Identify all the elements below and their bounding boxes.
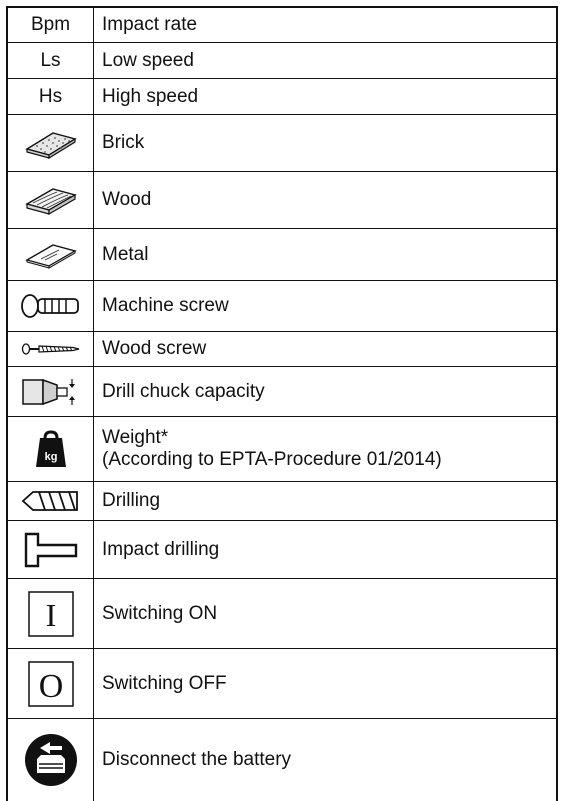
- label-high-speed: High speed: [102, 85, 199, 107]
- table-row: [8, 8, 556, 43]
- table-row: [8, 482, 556, 521]
- table-row: [8, 579, 556, 649]
- label-metal: Metal: [102, 243, 149, 265]
- label-switching-off: Switching OFF: [102, 672, 227, 694]
- label-weight-note: (According to EPTA-Procedure 01/2014): [102, 449, 442, 470]
- hammer-icon: [8, 521, 94, 578]
- brick-icon: [8, 115, 94, 171]
- table-row: [8, 115, 556, 172]
- weight-icon: [8, 417, 94, 481]
- wood-icon: [8, 172, 94, 228]
- table-row: [8, 367, 556, 417]
- label-drill-chuck-capacity: Drill chuck capacity: [102, 380, 265, 402]
- label-wood: Wood: [102, 189, 152, 210]
- symbol-legend-table: [6, 6, 558, 801]
- label-brick: Brick: [102, 132, 145, 153]
- table-row: [8, 332, 556, 367]
- switch-on-icon: [8, 579, 94, 648]
- metal-icon: [8, 229, 94, 280]
- table-row: [8, 229, 556, 281]
- drill-bit-icon: [8, 482, 94, 520]
- wood-screw-icon: [8, 332, 94, 366]
- table-row: [8, 417, 556, 482]
- drill-chuck-icon: [8, 367, 94, 416]
- weight-description: [94, 417, 556, 481]
- label-drilling: Drilling: [102, 490, 161, 511]
- table-row: [8, 79, 556, 115]
- table-row: [8, 172, 556, 229]
- table-row: [8, 281, 556, 332]
- switch-off-symbol: O: [38, 667, 63, 705]
- label-machine-screw: Machine screw: [102, 295, 229, 316]
- machine-screw-icon: [8, 281, 94, 331]
- switch-on-symbol: I: [45, 596, 56, 633]
- label-impact-drilling: Impact drilling: [102, 538, 220, 560]
- label-wood-screw: Wood screw: [102, 338, 207, 359]
- label-disconnect-battery: Disconnect the battery: [102, 749, 292, 770]
- label-switching-on: Switching ON: [102, 602, 218, 624]
- label-impact-rate: Impact rate: [102, 14, 198, 35]
- symbol-bpm: Bpm: [8, 8, 94, 42]
- symbol-ls: Ls: [8, 43, 94, 78]
- table-row: [8, 649, 556, 719]
- table-row: [8, 43, 556, 79]
- symbol-hs: Hs: [8, 79, 94, 114]
- switch-off-icon: [8, 649, 94, 718]
- weight-unit-text: kg: [44, 451, 57, 463]
- label-weight: Weight*: [102, 427, 169, 448]
- table-row: [8, 521, 556, 579]
- label-low-speed: Low speed: [102, 49, 194, 71]
